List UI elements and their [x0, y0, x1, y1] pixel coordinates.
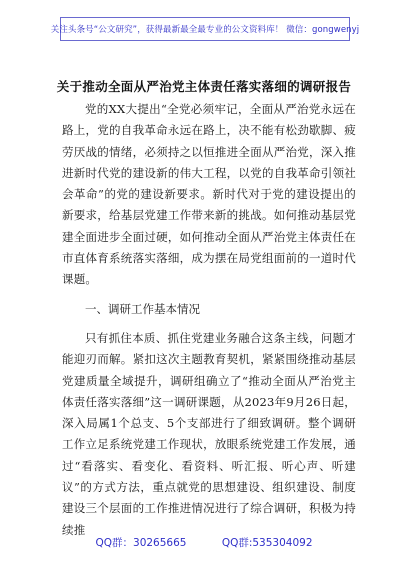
header-banner: 关注头条号“公文研究”，获得最新最全最专业的公文资料库！ 微信：gongwenyj	[60, 17, 350, 41]
paragraph-research: 只有抓住本质、抓住党建业务融合这条主线，问题才能迎刃而解。紧扣这次主题教育契机，紧紧围绕推动基层党建质量全域提升，调研组确立了“推动全面从严治党主体责任落实落细”这一调研课题，从2023年9月26日起，深入局属1个总支、5个支部进行了细致调研。整个调研工作立足系统党建工作现状，放眼系统党建工作发展，通过“看落实、看变化、看资料、听汇报、听心声、听建议”的方式方法，重点就党的思想建设、组织建设、制度建设三个层面的工作推进情况进行了综合调研，积极为持续推	[62, 330, 356, 537]
qq-group-1: QQ群：30265665	[95, 537, 187, 549]
footer-contact	[0, 535, 408, 550]
qq-group-2: QQ群:535304092	[221, 537, 313, 549]
section-heading-1: 一、调研工作基本情况	[85, 301, 200, 316]
document-body	[62, 99, 356, 541]
document-title: 关于推动全面从严治党主体责任落实落细的调研报告	[56, 79, 352, 94]
paragraph-intro: 党的XX大提出“全党必须牢记，全面从严治党永远在路上，党的自我革命永远在路上，决不能有松劲歇脚、疲劳厌战的情绪，必须持之以恒推进全面从严治党，深入推进新时代党的建设新的伟大工程，以党的自我革命引领社会革命”的党的建设新要求。新时代对于党的建设提出的新要求，给基层党建工作带来新的挑战。如何推动基层党建全面进步全面过硬，如何推动全面从严治党主体责任在市直体育系统落实落细，成为摆在局党组面前的一道时代课题。	[62, 102, 356, 287]
